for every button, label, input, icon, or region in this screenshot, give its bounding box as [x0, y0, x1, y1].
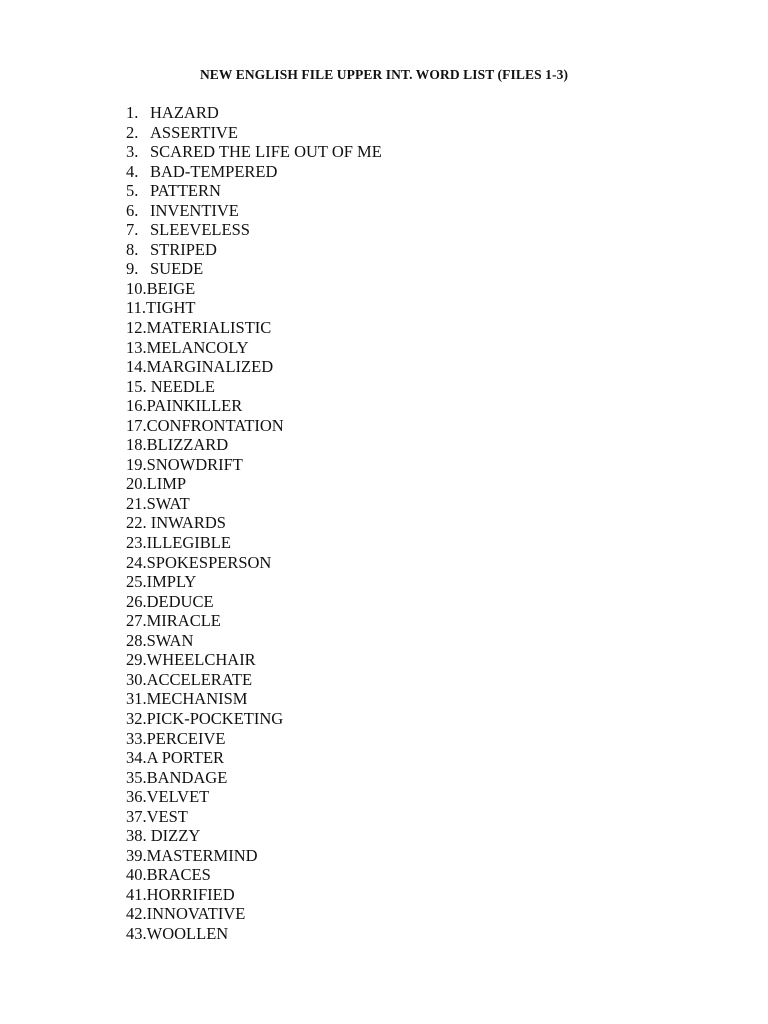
item-word: BRACES — [146, 865, 211, 885]
item-number: 14. — [126, 357, 147, 377]
document-title: NEW ENGLISH FILE UPPER INT. WORD LIST (FILES 1-3) — [199, 67, 569, 82]
list-item — [126, 670, 382, 690]
item-word: BANDAGE — [146, 767, 228, 787]
item-word: VELVET — [146, 787, 210, 807]
list-item — [126, 592, 382, 612]
list-item — [126, 748, 382, 768]
list-item — [126, 904, 382, 924]
list-item — [126, 240, 382, 260]
item-number: 21. — [126, 493, 147, 513]
item-word: SLEEVELESS — [150, 220, 250, 240]
item-word: MARGINALIZED — [146, 357, 274, 377]
item-number: 18. — [126, 435, 147, 455]
item-word: PAINKILLER — [146, 396, 243, 416]
list-item — [126, 357, 382, 377]
list-item — [126, 513, 382, 533]
item-word: SUEDE — [150, 259, 204, 279]
item-number: 43. — [126, 923, 147, 943]
item-word: BAD-TEMPERED — [150, 161, 278, 181]
item-word: WOOLLEN — [146, 923, 229, 943]
item-number: 25. — [126, 572, 147, 592]
item-number: 13. — [126, 337, 147, 357]
item-number: 29. — [126, 650, 147, 670]
item-number: 3. — [126, 142, 139, 162]
list-item — [126, 787, 382, 807]
list-item — [126, 924, 382, 944]
item-word: BEIGE — [146, 278, 196, 298]
list-item — [126, 494, 382, 514]
item-number: 15. — [126, 376, 147, 396]
item-word: SCARED THE LIFE OUT OF ME — [150, 142, 382, 162]
item-word: PICK-POCKETING — [146, 708, 284, 728]
item-number: 2. — [126, 122, 139, 142]
item-word: LIMP — [146, 474, 187, 494]
item-number: 4. — [126, 161, 139, 181]
item-number: 22. — [126, 513, 147, 533]
item-word: PERCEIVE — [146, 728, 226, 748]
item-word: INVENTIVE — [150, 200, 239, 220]
item-word: ASSERTIVE — [150, 122, 238, 142]
item-word: INWARDS — [146, 513, 226, 533]
item-word: BLIZZARD — [146, 435, 229, 455]
list-item — [126, 611, 382, 631]
item-word: TIGHT — [146, 298, 196, 318]
list-item — [126, 885, 382, 905]
item-word: ILLEGIBLE — [146, 533, 231, 553]
item-number: 38. — [126, 826, 147, 846]
list-item — [126, 689, 382, 709]
list-item — [126, 865, 382, 885]
list-item — [126, 709, 382, 729]
list-item — [126, 220, 382, 240]
list-item — [126, 123, 382, 143]
item-number: 37. — [126, 806, 147, 826]
item-word: MIRACLE — [146, 611, 221, 631]
word-list — [126, 103, 382, 944]
list-item — [126, 259, 382, 279]
item-number: 16. — [126, 396, 147, 416]
item-number: 9. — [126, 259, 139, 279]
item-number: 17. — [126, 415, 147, 435]
list-item — [126, 572, 382, 592]
item-number: 19. — [126, 454, 147, 474]
item-number: 27. — [126, 611, 147, 631]
item-number: 7. — [126, 220, 139, 240]
list-item — [126, 768, 382, 788]
item-number: 6. — [126, 200, 139, 220]
item-word: STRIPED — [150, 239, 217, 259]
item-word: A PORTER — [146, 748, 225, 768]
item-number: 26. — [126, 591, 147, 611]
list-item — [126, 142, 382, 162]
list-item — [126, 162, 382, 182]
list-item — [126, 396, 382, 416]
item-word: MATERIALISTIC — [146, 318, 272, 338]
item-word: SPOKESPERSON — [146, 552, 272, 572]
item-word: SWAT — [146, 493, 190, 513]
item-number: 12. — [126, 318, 147, 338]
list-item — [126, 650, 382, 670]
item-number: 33. — [126, 728, 147, 748]
item-number: 39. — [126, 845, 147, 865]
item-number: 30. — [126, 669, 147, 689]
item-number: 36. — [126, 787, 147, 807]
list-item — [126, 631, 382, 651]
item-word: CONFRONTATION — [146, 415, 284, 435]
list-item — [126, 807, 382, 827]
list-item — [126, 846, 382, 866]
item-word: MELANCOLY — [146, 337, 249, 357]
item-word: SWAN — [146, 630, 194, 650]
item-word: MASTERMIND — [146, 845, 258, 865]
item-number: 8. — [126, 239, 139, 259]
item-number: 35. — [126, 767, 147, 787]
list-item — [126, 201, 382, 221]
item-word: PATTERN — [150, 181, 221, 201]
item-word: DIZZY — [146, 826, 201, 846]
item-number: 1. — [126, 103, 139, 122]
item-number: 32. — [126, 708, 147, 728]
list-item — [126, 298, 382, 318]
list-item — [126, 435, 382, 455]
list-item — [126, 318, 382, 338]
item-word: VEST — [146, 806, 188, 826]
list-item — [126, 455, 382, 475]
list-item — [126, 377, 382, 397]
item-number: 11. — [126, 298, 147, 318]
list-item — [126, 338, 382, 358]
list-item — [126, 729, 382, 749]
item-number: 10. — [126, 278, 147, 298]
list-item — [126, 416, 382, 436]
item-word: MECHANISM — [146, 689, 248, 709]
item-number: 24. — [126, 552, 147, 572]
item-word: HAZARD — [150, 103, 219, 122]
item-word: DEDUCE — [146, 591, 214, 611]
item-number: 41. — [126, 884, 147, 904]
item-number: 40. — [126, 865, 147, 885]
item-word: NEEDLE — [146, 376, 215, 396]
item-word: HORRIFIED — [146, 884, 235, 904]
item-number: 42. — [126, 904, 147, 924]
list-item — [126, 474, 382, 494]
item-number: 5. — [126, 181, 139, 201]
item-number: 34. — [126, 748, 147, 768]
item-word: INNOVATIVE — [146, 904, 246, 924]
list-item — [126, 553, 382, 573]
item-word: WHEELCHAIR — [146, 650, 256, 670]
list-item — [126, 181, 382, 201]
list-item — [126, 826, 382, 846]
item-number: 28. — [126, 630, 147, 650]
item-word: ACCELERATE — [146, 669, 253, 689]
item-word: IMPLY — [146, 572, 197, 592]
item-number: 31. — [126, 689, 147, 709]
list-item — [126, 279, 382, 299]
item-number: 20. — [126, 474, 147, 494]
item-word: SNOWDRIFT — [146, 454, 243, 474]
item-number: 23. — [126, 533, 147, 553]
list-item — [126, 103, 382, 123]
list-item — [126, 533, 382, 553]
